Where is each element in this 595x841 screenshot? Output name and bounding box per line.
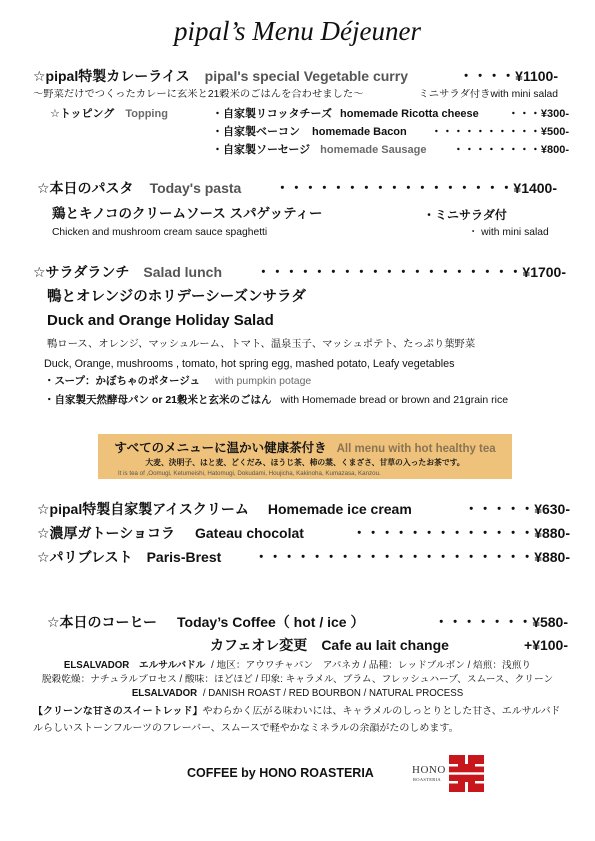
topping-price: ¥300- [540, 108, 569, 120]
dot-leader: ・・・・・ [464, 501, 535, 517]
salad-dish-ja: 鴨とオレンジのホリデーシーズンサラダ [47, 289, 306, 305]
topping-price: ¥500- [540, 126, 569, 138]
topping-name-en: homemade Bacon [312, 126, 407, 138]
bean-info-line1 [20, 660, 575, 672]
salad-ingredients-en: Duck, Orange, mushrooms , tomato, hot spring egg, mashed potato, Leafy vegetables [44, 358, 455, 370]
item-name-ja: ☆サラダランチ [33, 264, 130, 280]
soup-en: with pumpkin potage [214, 375, 312, 387]
topping-name-ja: ・自家製リコッタチーズ [212, 108, 333, 120]
bean-description-text: やわらかく広がる味わいには、キャラメルのしっとりとした甘さ、エルサルバド [202, 706, 561, 717]
dot-leader: ・・・・・・・・・・・・・・・・・・・・ [254, 549, 535, 565]
logo-wordmark: HONO [412, 764, 446, 776]
salad-dish-en: Duck and Orange Holiday Salad [47, 312, 274, 329]
menu-item-coffee [47, 613, 568, 631]
dot-leader: ・・・・ [459, 68, 516, 84]
item-price: ¥1700- [522, 264, 566, 280]
option-name-ja: カフェオレ変更 [210, 637, 308, 653]
dot-leader: ・・・ [507, 108, 541, 120]
bean-description-line1 [33, 706, 573, 718]
curry-note [33, 89, 558, 101]
salad-bread [44, 393, 569, 407]
bean-description-lead: 【クリーンな甘さのスイートレッド】 [33, 706, 203, 717]
item-name-en: Paris-Brest [146, 549, 222, 565]
item-name-en: Homemade ice cream [267, 501, 412, 517]
dot-leader: ・・・・・・・・・・・・・・・・・ [275, 180, 514, 196]
item-name-ja: ☆pipal特製カレーライス [33, 68, 190, 84]
item-name-ja: ☆本日のコーヒー [47, 614, 157, 630]
tea-heading-ja: すべてのメニューに温かい健康茶付き [114, 441, 327, 455]
pasta-dish-en: Chicken and mushroom cream sauce spaghetti [52, 227, 268, 238]
dot-leader: ・・・・・・・・・・・・・・・・・・・ [256, 264, 523, 280]
topping-item [212, 107, 569, 121]
hono-roasteria-logo-icon [449, 755, 484, 792]
topping-name-ja: ・自家製ソーセージ [212, 144, 311, 156]
soup-ja: ・スープ：かぼちゃのポタージュ [44, 375, 201, 387]
salad-ingredients-ja: 鴨ロース、オレンジ、マッシュルーム、トマト、温泉玉子、マッシュポテト、たっぷり葉野菜 [47, 339, 476, 350]
item-name-en: Today’s Coffee（ hot / ice ） [177, 614, 365, 630]
curry-side-note: ミニサラダ付きwith mini salad [418, 89, 558, 100]
bean-info-line2: 脱穀乾燥：ナチュラルプロセス / 酸味：ほどほど / 印象: キャラメル、プラム、フレッシュハーブ、スムース、クリーン [41, 674, 554, 685]
bean-spec-en: / DANISH ROAST / RED BOURBON / NATURAL PROCESS [202, 688, 464, 699]
bread-ja: ・自家製天然酵母パン or 21穀米と玄米のごはん [44, 394, 272, 406]
bean-name: ELSALVADOR エルサルバドル [63, 660, 206, 671]
item-price: ¥1100- [515, 68, 558, 84]
topping-item [212, 125, 569, 139]
option-price: +¥100- [524, 637, 568, 653]
bean-description-line2: ルらしいストーンフルーツのフレーバー、スムースで軽やかなミネラルの余韻がたのしめます。 [33, 723, 459, 734]
footer-credit: COFFEE by HONO ROASTERIA [187, 766, 374, 780]
item-name-ja: ☆パリブレスト [37, 549, 133, 565]
menu-item-gateau [37, 524, 570, 542]
curry-description: 〜野菜だけでつくったカレーに玄米と21穀米のごはんを合わせました〜 [33, 89, 364, 100]
item-name-ja: ☆濃厚ガトーショコラ [37, 525, 175, 541]
coffee-option [210, 636, 568, 654]
item-name-en: pipal's special Vegetable curry [204, 68, 408, 84]
bean-name-en: ELSALVADOR [131, 688, 198, 699]
item-name-en: Gateau chocolat [195, 525, 304, 541]
menu-item-ice-cream [37, 500, 570, 518]
menu-item-salad [33, 263, 566, 281]
dot-leader: ・・・・・・・・・・ [430, 126, 541, 138]
item-price: ¥1400- [513, 180, 557, 196]
tea-notice-heading [98, 441, 512, 456]
item-name-ja: ☆本日のパスタ [37, 180, 134, 196]
dot-leader: ・・・・・・・ [434, 614, 533, 630]
tea-notice-box [98, 434, 512, 479]
dot-leader: ・・・・・・・・ [452, 144, 541, 156]
item-name-ja: ☆pipal特製自家製アイスクリーム [37, 501, 249, 517]
tea-detail-ja: 大麦、決明子、はと麦、どくだみ、ほうじ茶、柿の葉、くまざさ、甘草の入ったお茶です。 [145, 458, 465, 467]
bean-info-line3 [20, 688, 575, 700]
pasta-side-en: ・ with mini salad [468, 227, 549, 238]
logo-subtitle: ROASTERIA [413, 777, 441, 782]
dot-leader: ・・・・・・・・・・・・・ [352, 525, 535, 541]
pasta-dish-ja: 鶏とキノコのクリームソース スパゲッティー [52, 206, 323, 221]
pasta-side-ja: ・ミニサラダ付 [423, 208, 507, 222]
item-name-en: Today's pasta [149, 180, 242, 196]
topping-item [212, 143, 569, 157]
page-title: pipal’s Menu Déjeuner [174, 16, 421, 46]
topping-price: ¥800- [540, 144, 569, 156]
bread-en: with Homemade bread or brown and 21grain rice [280, 394, 509, 406]
bean-origin: / 地区：アウワチャパン アパネカ / 品種：レッドブルボン / 焙煎：浅煎り [211, 660, 532, 671]
topping-name-ja: ・自家製ベーコン [212, 126, 300, 138]
menu-item-paris-brest [37, 548, 570, 566]
topping-name-en: homemade Ricotta cheese [340, 108, 479, 120]
item-price: ¥880- [534, 525, 570, 541]
tea-heading-en: All menu with hot healthy tea [336, 443, 496, 455]
item-price: ¥580- [532, 614, 568, 630]
item-price: ¥880- [534, 549, 570, 565]
topping-name-en: homemade Sausage [320, 144, 427, 156]
topping-label-en: Topping [125, 108, 168, 120]
menu-item-pasta [37, 179, 557, 197]
item-price: ¥630- [534, 501, 570, 517]
tea-detail-en: It is tea of ,Oomugi, Ketumeishi, Hatomugi, Dokudami, Houjicha, Kakinoha, Kumazasa, Kanzou. [118, 470, 381, 477]
topping-label-ja: ☆トッピング [50, 108, 115, 120]
salad-soup [44, 374, 569, 388]
option-name-en: Cafe au lait change [321, 637, 449, 653]
menu-item-curry [33, 67, 558, 85]
item-name-en: Salad lunch [143, 264, 222, 280]
topping-label [50, 107, 168, 121]
